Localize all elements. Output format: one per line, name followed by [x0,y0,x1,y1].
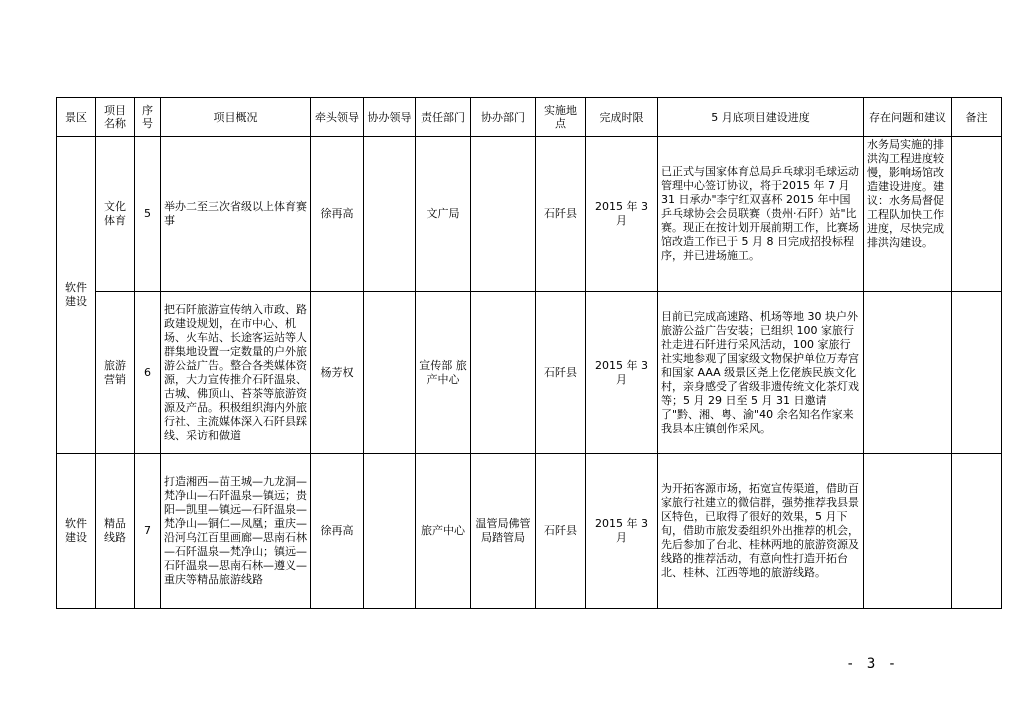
note-cell [952,454,1002,609]
deadline-cell: 2015 年 3 月 [586,292,658,454]
header-progress: 5 月底项目建设进度 [658,98,864,137]
progress-cell: 目前已完成高速路、机场等地 30 块户外旅游公益广告安装；已组织 100 家旅行社走进石阡进行采风活动，100 家旅行社实地参观了国家级文物保护单位万寿宫和国家 AAA 级景区尧上仡佬族民族文化村，亲身感受了省级非遗传统文化茶灯戏等；5 月 29 日至 5 月 31 日邀请了"黔、湘、粤、渝"40 余名知名作家来我县本庄镇创作采风。 [658,292,864,454]
table-row [57,454,1002,609]
header-name: 项目名称 [96,98,135,137]
header-assist-lead: 协办领导 [364,98,416,137]
assist-dept-cell [471,137,536,292]
deadline-cell: 2015 年 3 月 [586,137,658,292]
location-cell: 石阡县 [536,454,586,609]
table-row [57,137,1002,292]
seq-cell: 7 [135,454,161,609]
issues-cell [864,454,952,609]
assist-lead-cell [364,137,416,292]
header-assist-dept: 协办部门 [471,98,536,137]
deadline-cell: 2015 年 3 月 [586,454,658,609]
resp-cell: 旅产中心 [416,454,471,609]
table-row [57,292,1002,454]
header-location: 实施地点 [536,98,586,137]
header-note: 备注 [952,98,1002,137]
location-cell: 石阡县 [536,292,586,454]
location-cell: 石阡县 [536,137,586,292]
table-header-row [57,98,1002,137]
resp-cell: 文广局 [416,137,471,292]
progress-cell: 已正式与国家体育总局乒乓球羽毛球运动管理中心签订协议，将于2015 年 7 月 31 日承办"李宁红双喜杯 2015 年中国乒乓球协会会员联赛（贵州·石阡）站"比赛。现正在按计划开展前期工作，比赛场馆改造工作已于 5 月 8 日完成招投标程序，并已进场施工。 [658,137,864,292]
project-progress-table [56,97,1002,609]
header-seq: 序号 [135,98,161,137]
area-cell-merged: 软件建设 [57,137,96,454]
lead-cell: 徐再高 [311,137,364,292]
assist-dept-cell [471,292,536,454]
assist-dept-cell: 温管局佛管局踏管局 [471,454,536,609]
resp-cell: 宣传部 旅产中心 [416,292,471,454]
seq-cell: 6 [135,292,161,454]
header-area: 景区 [57,98,96,137]
overview-cell: 打造湘西—苗王城—九龙洞—梵净山—石阡温泉—镇远；贵阳—凯里—镇远—石阡温泉—梵净山—铜仁—凤凰；重庆—沿河乌江百里画廊—思南石林—石阡温泉—梵净山；镇远—石阡温泉—思南石林—遵义—重庆等精品旅游线路 [161,454,311,609]
lead-cell: 徐再高 [311,454,364,609]
header-overview: 项目概况 [161,98,311,137]
note-cell [952,292,1002,454]
lead-cell: 杨芳权 [311,292,364,454]
assist-lead-cell [364,292,416,454]
name-cell: 旅游营销 [96,292,135,454]
seq-cell: 5 [135,137,161,292]
overview-cell: 举办二至三次省级以上体育赛事 [161,137,311,292]
assist-lead-cell [364,454,416,609]
header-lead: 牵头领导 [311,98,364,137]
header-deadline: 完成时限 [586,98,658,137]
issues-cell: 水务局实施的排洪沟工程进度较慢，影响场馆改造建设进度。建议：水务局督促工程队加快工作进度，尽快完成排洪沟建设。 [864,137,952,292]
page-number: - 3 - [846,656,899,672]
name-cell: 精品线路 [96,454,135,609]
issues-cell [864,292,952,454]
area-cell: 软件建设 [57,454,96,609]
overview-cell: 把石阡旅游宣传纳入市政、路政建设规划，在市中心、机场、火车站、长途客运站等人群集地设置一定数量的户外旅游公益广告。整合各类媒体资源，大力宣传推介石阡温泉、古城、佛顶山、苔茶等旅游资源及产品。积极组织海内外旅行社、主流媒体深入石阡县踩线、采访和做道 [161,292,311,454]
progress-cell: 为开拓客源市场，拓宽宣传渠道，借助百家旅行社建立的微信群，强势推荐我县景区特色，已取得了很好的效果，5 月下旬，借助市旅发委组织外出推荐的机会，先后参加了台北、桂林两地的旅游资源及线路的推荐活动，有意向性打造开拓台北、桂林、江西等地的旅游线路。 [658,454,864,609]
name-cell: 文化体育 [96,137,135,292]
header-resp: 责任部门 [416,98,471,137]
note-cell [952,137,1002,292]
header-issues: 存在问题和建议 [864,98,952,137]
